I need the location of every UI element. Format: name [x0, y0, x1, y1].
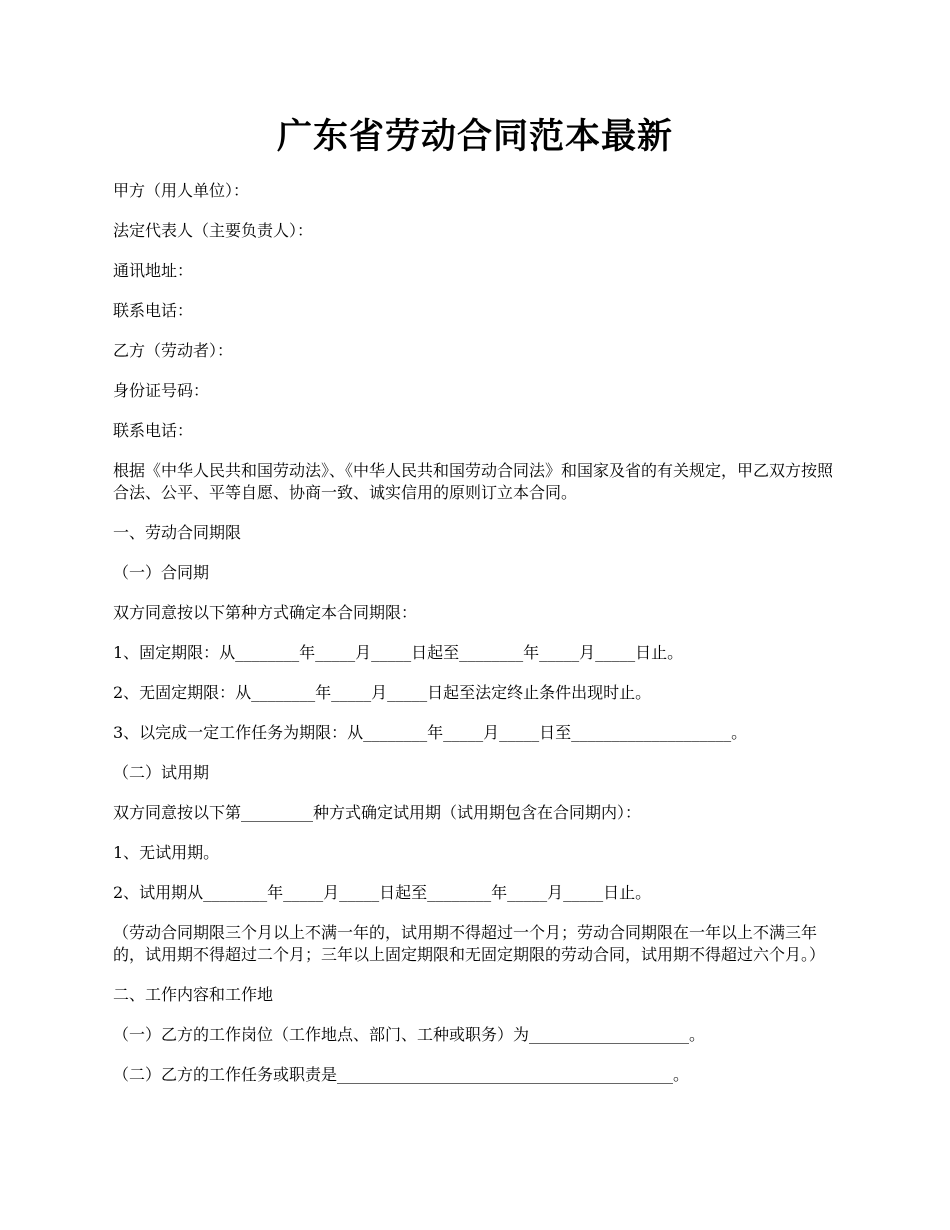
section-heading-term: 一、劳动合同期限 — [113, 523, 242, 542]
work-duties-line: （二）乙方的工作任务或职责是__________________________________________。 — [113, 1065, 690, 1084]
term-method-intro: 双方同意按以下第种方式确定本合同期限： — [113, 603, 418, 622]
party-a-line: 甲方（用人单位）： — [113, 181, 250, 200]
fixed-term-option: 1、固定期限：从________年_____月_____日起至________年_____月_____日止。 — [113, 643, 684, 662]
task-term-option: 3、以完成一定工作任务为期限：从________年_____月_____日至____________________。 — [113, 723, 748, 742]
probation-dates-option: 2、试用期从________年_____月_____日起至________年_____月_____日止。 — [113, 883, 652, 902]
id-number-line: 身份证号码： — [113, 381, 210, 400]
party-b-phone-line: 联系电话： — [113, 421, 194, 440]
probation-note: （劳动合同期限三个月以上不满一年的，试用期不得超过一个月；劳动合同期限在一年以上不满三年的，试用期不得超过二个月；三年以上固定期限和无固定期限的劳动合同，试用期不得超过六个月。） — [113, 923, 826, 964]
section-heading-work: 二、工作内容和工作地 — [113, 985, 274, 1004]
open-term-option: 2、无固定期限：从________年_____月_____日起至法定终止条件出现时止。 — [113, 683, 652, 702]
address-line: 通讯地址： — [113, 261, 194, 280]
subsection-contract-period: （一）合同期 — [113, 563, 210, 582]
party-a-phone-line: 联系电话： — [113, 301, 194, 320]
party-b-line: 乙方（劳动者）： — [113, 341, 234, 360]
probation-method-intro: 双方同意按以下第_________种方式确定试用期（试用期包含在合同期内）： — [113, 803, 642, 822]
legal-representative-line: 法定代表人（主要负责人）： — [113, 221, 314, 240]
work-position-line: （一）乙方的工作岗位（工作地点、部门、工种或职务）为____________________。 — [113, 1025, 706, 1044]
preamble-paragraph: 根据《中华人民共和国劳动法》、《中华人民共和国劳动合同法》和国家及省的有关规定，甲乙双方按照合法、公平、平等自愿、协商一致、诚实信用的原则订立本合同。 — [113, 461, 834, 502]
subsection-probation: （二）试用期 — [113, 763, 210, 782]
document-body — [113, 180, 848, 1104]
document-title: 广东省劳动合同范本最新 — [276, 116, 673, 157]
no-probation-option: 1、无试用期。 — [113, 843, 220, 862]
